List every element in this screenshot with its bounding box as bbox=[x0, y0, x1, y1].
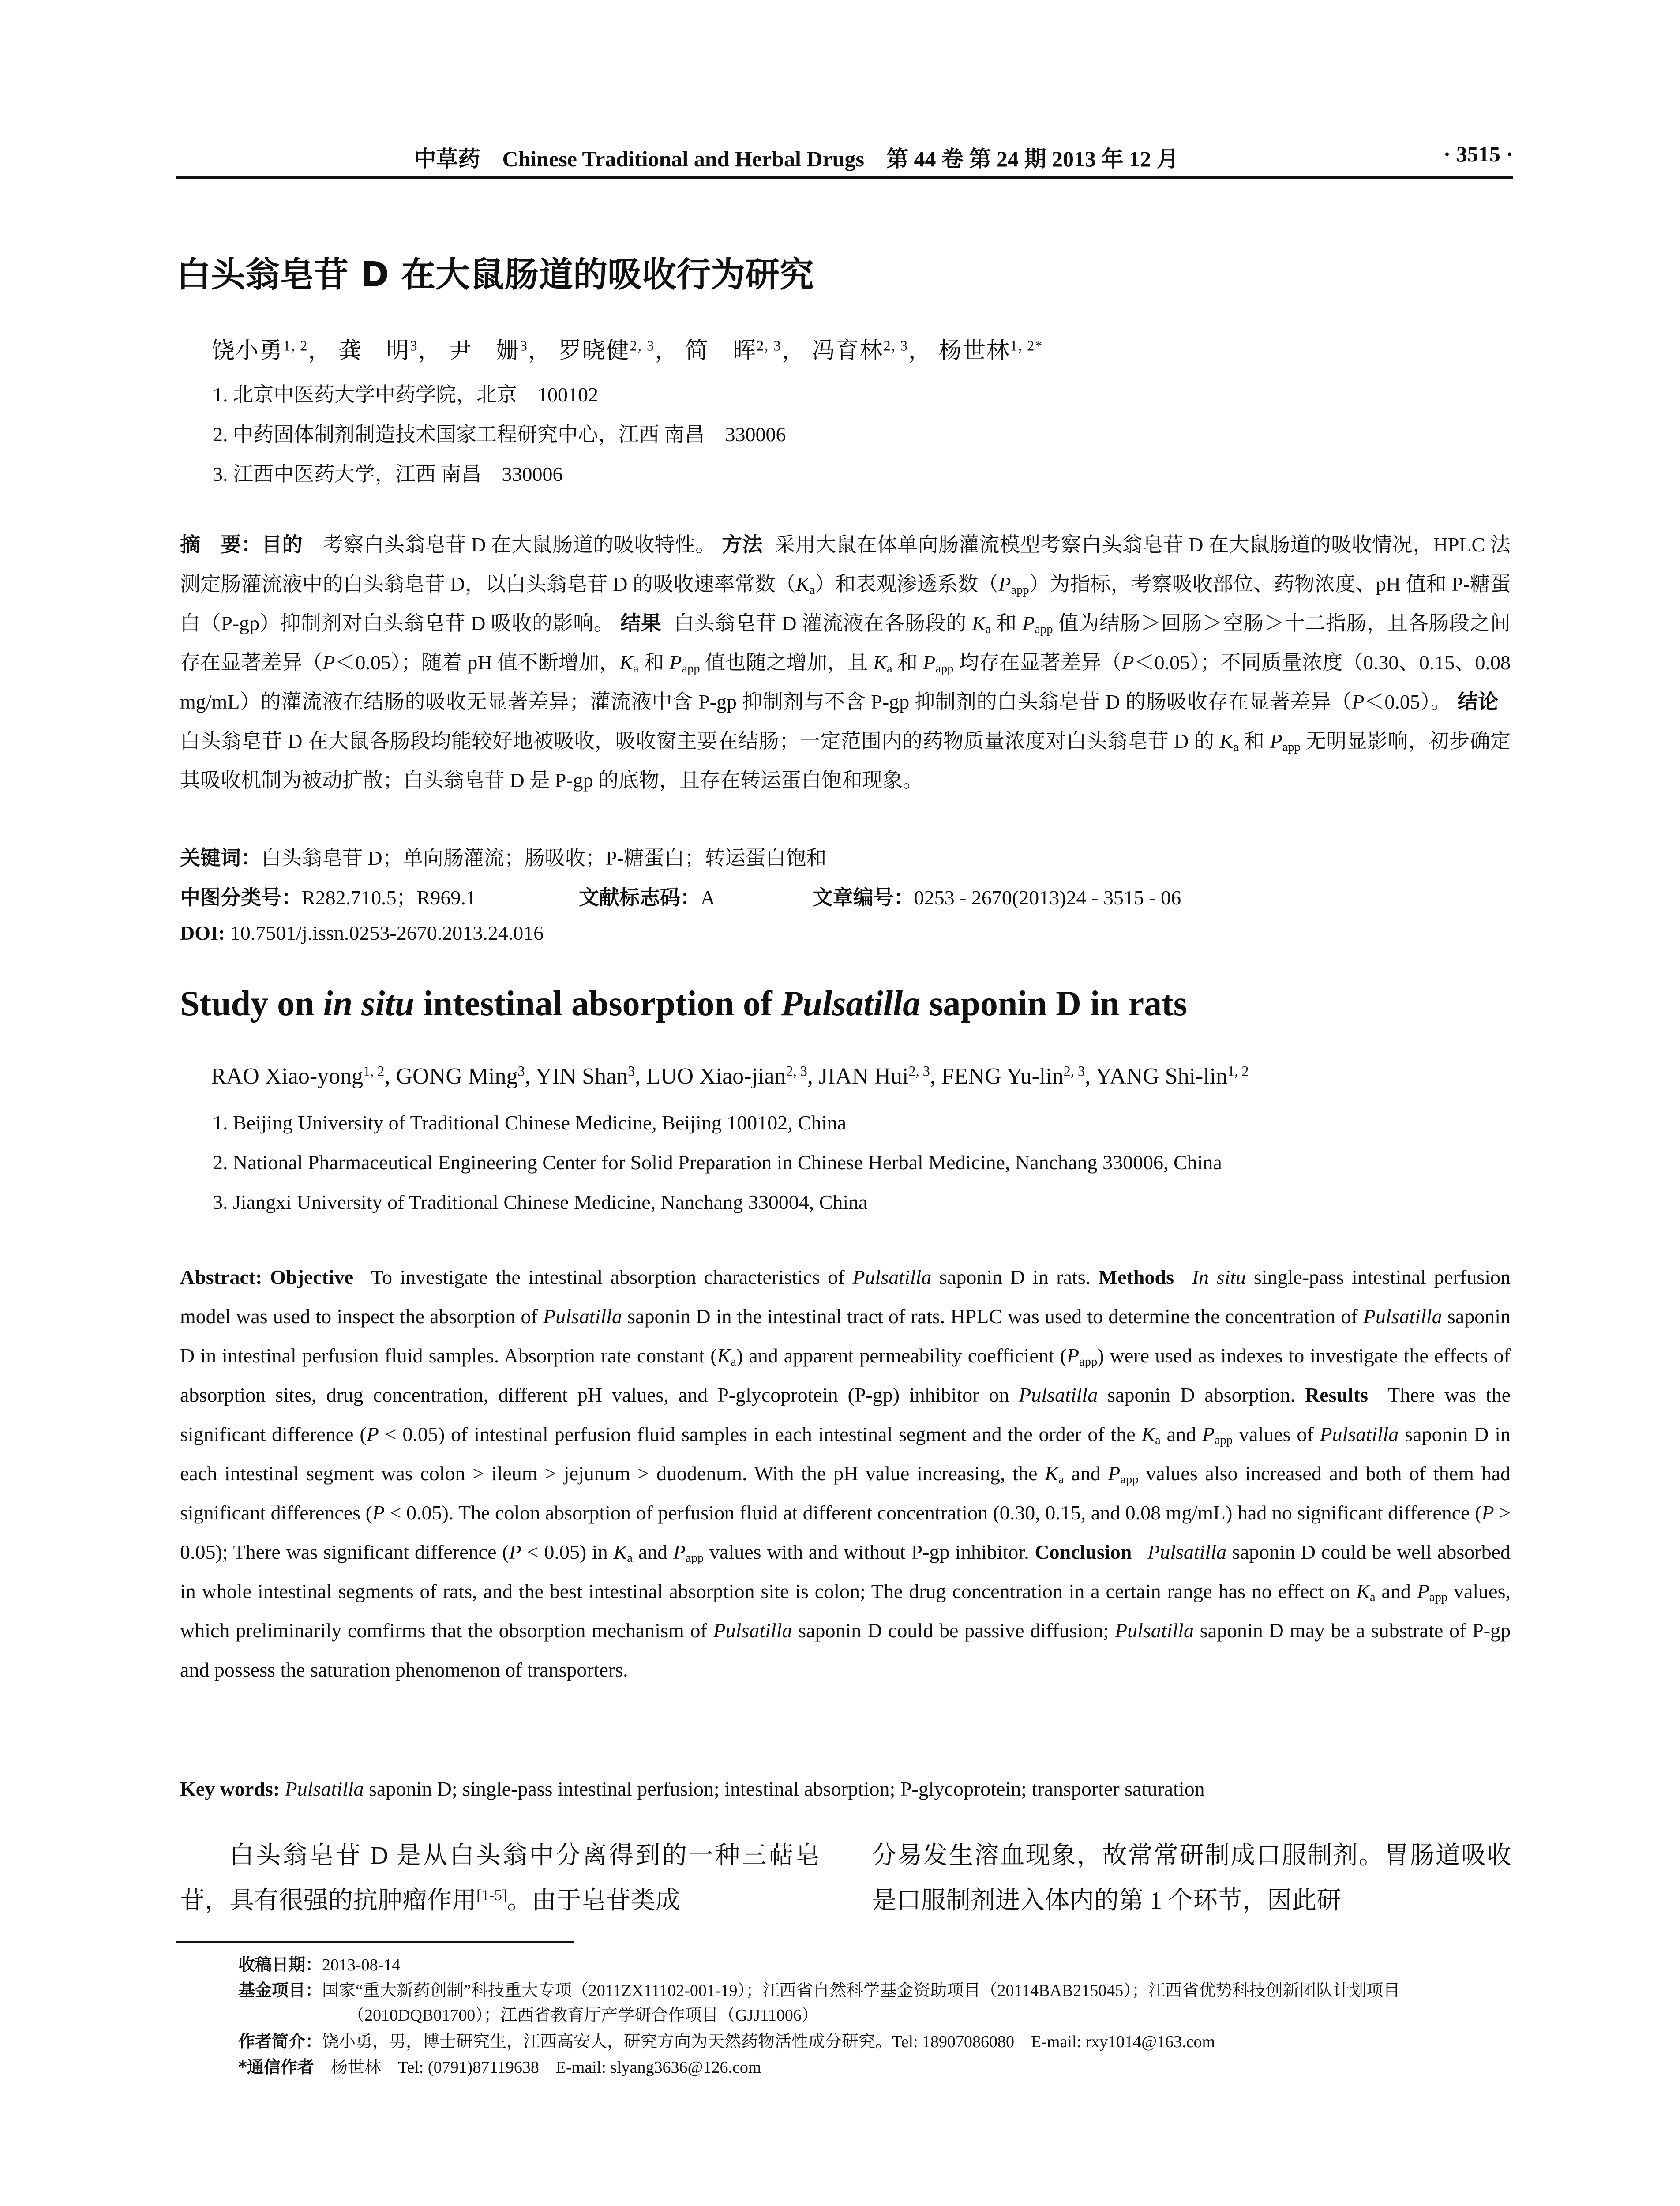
author: LUO Xiao-jian bbox=[646, 1064, 786, 1089]
journal-line: 中草药 Chinese Traditional and Herbal Drugs 第 44 卷 第 24 期 2013 年 12 月 bbox=[414, 146, 1179, 171]
footnote-corresponding: *通信作者 杨世林 Tel: (0791)87119638 E-mail: slyang3636@126.com bbox=[238, 2057, 761, 2077]
author: 冯育林 bbox=[812, 338, 884, 364]
author: 杨世林 bbox=[938, 338, 1010, 364]
author: GONG Ming bbox=[396, 1064, 518, 1089]
cn-affiliation-1: 1. 北京中医药大学中药学院，北京 100102 bbox=[213, 383, 598, 406]
en-keywords: Key words: Pulsatilla saponin D; single-pass intestinal perfusion; intestinal absorption; P-glycoprotein; transporter saturation bbox=[180, 1778, 1205, 1800]
author: 龚 明 bbox=[338, 338, 410, 364]
cn-authors: 饶小勇$^{1, 2}$， 龚 明$^3$， 尹 姗$^3$， 罗晓健$^{2, 3}$， 简 晖$^{2, 3}$， 冯育林$^{2, 3}$， 杨世林$^{1, 2*}$ bbox=[212, 338, 1043, 364]
author: 罗晓健 bbox=[558, 338, 630, 364]
footnote-received: 收稿日期：2013-08-14 bbox=[238, 1955, 401, 1974]
cn-title: 白头翁皂苷 D 在大鼠肠道的吸收行为研究 bbox=[176, 255, 814, 295]
en-authors: RAO Xiao-yong$^{1, 2}$, GONG Ming$^3$, YIN Shan$^3$, LUO Xiao-jian$^{2, 3}$, JIAN Hui$^{2, 3}$, FENG Yu-lin$^{2, 3}$, YANG Shi-lin$^{1, 2}$ bbox=[211, 1063, 1249, 1089]
footnote-author: 作者简介：饶小勇，男，博士研究生，江西高安人，研究方向为天然药物活性成分研究。Tel: 18907086080 E-mail: rxy1014@163.com bbox=[238, 2032, 1215, 2051]
en-affiliation-1: 1. Beijing University of Traditional Chinese Medicine, Beijing 100102, China bbox=[213, 1111, 847, 1134]
cn-keywords: 关键词：白头翁皂苷 D；单向肠灌流；肠吸收；P-糖蛋白；转运蛋白饱和 bbox=[180, 846, 827, 870]
en-affiliation-2: 2. National Pharmaceutical Engineering Center for Solid Preparation in Chinese Herbal Medicine, Nanchang 330006, China bbox=[213, 1151, 1222, 1174]
author: YANG Shi-lin bbox=[1095, 1064, 1228, 1089]
author: YIN Shan bbox=[535, 1064, 628, 1089]
author: 简 晖 bbox=[685, 338, 757, 364]
author: JIAN Hui bbox=[818, 1064, 909, 1089]
cn-classification: 中图分类号：R282.710.5；R969.1 文献标志码：A 文章编号：0253 - 2670(2013)24 - 3515 - 06 bbox=[180, 885, 1181, 909]
body-column-left: 白头翁皂苷 D 是从白头翁中分离得到的一种三萜皂苷，具有很强的抗肿瘤作用[1-5]。由于皂苷类成 bbox=[180, 1842, 820, 1914]
en-abstract: Abstract: Objective To investigate the intestinal absorption characteristics of Pulsatilla saponin D in rats. Methods In situ single-pass intestinal perfusion model was used to inspect the absorption of Pulsatilla saponin D in the intestinal tract of rats. HPLC was used to determine the concentration of Pulsatilla saponin D in intestinal perfusion fluid samples. Absorption rate constant $(K_a)$ and apparent permeability coefficient $(P_{app})$ were used as indexes to investigate the effects of absorption sites, drug concentration, different pH values, and P-glycoprotein (P-gp) inhibitor on Pulsatilla saponin D absorption. Results There was the significant difference (P < 0.05) of intestinal perfusion fluid samples in each intestinal segment and the order of the $K_a$ and $P_{app}$ values of Pulsatilla saponin D in each intestinal segment was colon > ileum > jejunum > duodenum. With the pH value increasing, the $K_a$ and $P_{app}$ values also increased and both of them had significant differences (P < 0.05). The colon absorption of perfusion fluid at different concentration (0.30, 0.15, and 0.08 mg/mL) had no significant difference (P > 0.05); There was significant difference (P < 0.05) in $K_a$ and $P_{app}$ values with and without P-gp inhibitor. Conclusion Pulsatilla saponin D could be well absorbed in whole intestinal segments of rats, and the best intestinal absorption site is colon; The drug concentration in a certain range has no effect on $K_a$ and $P_{app}$ values, which preliminarily comfirms that the obsorption mechanism of Pulsatilla saponin D could be passive diffusion; Pulsatilla saponin D may be a substrate of P-gp and possess the saturation phenomenon of transporters. bbox=[180, 1266, 1511, 1681]
author: 尹 姗 bbox=[448, 338, 520, 364]
en-title: Study on in situ intestinal absorption of Pulsatilla saponin D in rats bbox=[180, 984, 1187, 1023]
body-column-right: 分易发生溶血现象，故常常研制成口服制剂。胃肠道吸收是口服制剂进入体内的第 1 个环节，因此研 bbox=[872, 1842, 1511, 1914]
cn-affiliation-2: 2. 中药固体制剂制造技术国家工程研究中心，江西 南昌 330006 bbox=[213, 423, 786, 446]
page-number: · 3515 · bbox=[1443, 142, 1513, 166]
cn-affiliation-3: 3. 江西中医药大学，江西 南昌 330006 bbox=[213, 463, 563, 485]
footnote-funding: 基金项目：国家“重大新药创制”科技重大专项（2011ZX11102-001-19）；江西省自然科学基金资助项目（20114BAB215045）；江西省优势科技创新团队计划项目（2010DQB01700）；江西省教育厅产学研合作项目（GJJ11006） bbox=[238, 1981, 1400, 2025]
header-rule bbox=[176, 176, 1513, 179]
footnote-rule bbox=[176, 1941, 574, 1943]
doi: DOI: 10.7501/j.issn.0253-2670.2013.24.016 bbox=[180, 922, 544, 944]
running-header bbox=[176, 141, 1513, 181]
author: FENG Yu-lin bbox=[941, 1064, 1064, 1089]
en-affiliation-3: 3. Jiangxi University of Traditional Chinese Medicine, Nanchang 330004, China bbox=[213, 1191, 868, 1213]
author: 饶小勇 bbox=[212, 338, 284, 364]
cn-abstract: 摘 要：目的 考察白头翁皂苷 D 在大鼠肠道的吸收特性。 方法 采用大鼠在体单向肠灌流模型考察白头翁皂苷 D 在大鼠肠道的吸收情况，HPLC 法测定肠灌流液中的白头翁皂苷 D，以白头翁皂苷 D 的吸收速率常数$(K_a)$和表观渗透系数$(P_{app})$为指标，考察吸收部位、药物浓度、pH 值和 P-糖蛋白（P-gp）抑制剂对白头翁皂苷 D 吸收的影响。 结果 白头翁皂苷 D 灌流液在各肠段的 $K_a$ 和 $P_{app}$ 值为结肠＞回肠＞空肠＞十二指肠，且各肠段之间存在显著差异（P＜0.05）；随着 pH 值不断增加，$K_a$ 和 $P_{app}$ 值也随之增加，且 $K_a$ 和 $P_{app}$ 均存在显著差异（P＜0.05）；不同质量浓度（0.30、0.15、0.08 mg/mL）的灌流液在结肠的吸收无显著差异；灌流液中含 P-gp 抑制剂与不含 P-gp 抑制剂的白头翁皂苷 D 的肠吸收存在显著差异（P＜0.05）。 结论白头翁皂苷 D 在大鼠各肠段均能较好地被吸收，吸收窗主要在结肠；一定范围内的药物质量浓度对白头翁皂苷 D 的 $K_a$ 和 $P_{app}$ 无明显影响，初步确定其吸收机制为被动扩散；白头翁皂苷 D 是 P-gp 的底物，且存在转运蛋白饱和现象。 bbox=[180, 533, 1511, 792]
author: RAO Xiao-yong bbox=[211, 1064, 364, 1089]
